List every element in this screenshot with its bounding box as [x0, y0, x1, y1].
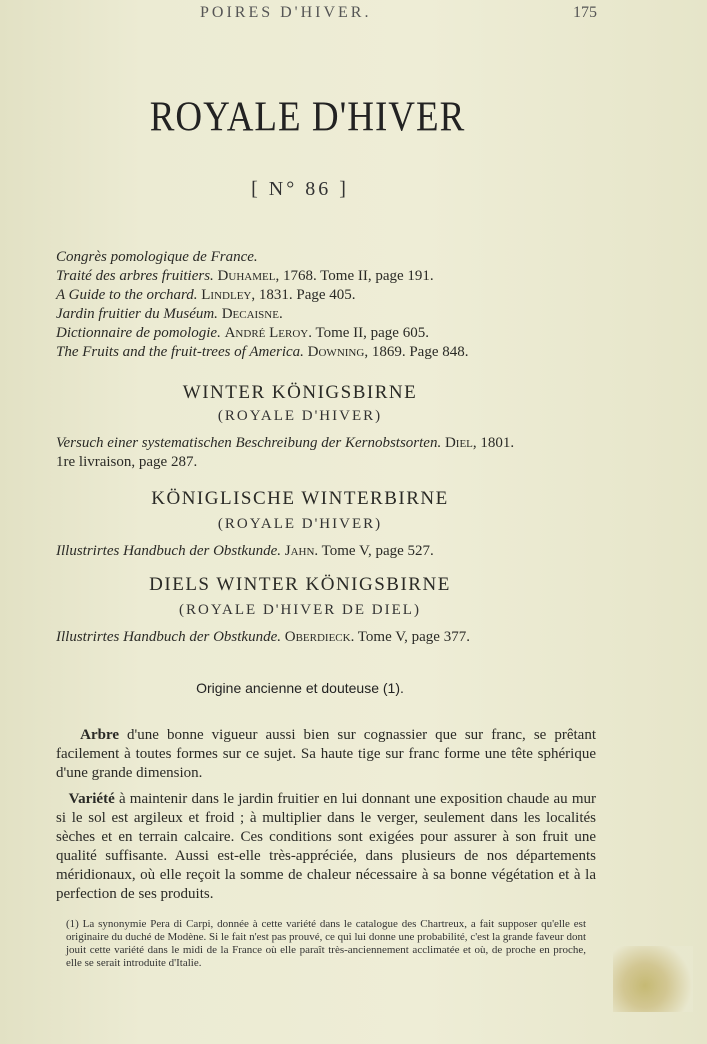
- pear-thumbnail: [613, 946, 693, 1012]
- variety-number: [ N° 86 ]: [251, 178, 349, 200]
- page-number: 175: [573, 4, 597, 21]
- synonym-title: WINTER KÖNIGSBIRNE: [182, 382, 418, 403]
- reference-item: The Fruits and the fruit-trees of America. Downing, 1869. Page 848.: [56, 344, 469, 360]
- tree-paragraph: Arbre d'une bonne vigueur aussi bien sur cognassier que sur franc, se prêtant facilement à toutes formes sur ce sujet. Sa haute tige sur franc forme une tête sphérique d'une grande dimension.: [56, 727, 596, 781]
- reference-item: Jardin fruitier du Muséum. Decaisne.: [56, 306, 283, 322]
- reference-item: Traité des arbres fruitiers. Duhamel, 1768. Tome II, page 191.: [56, 268, 434, 284]
- synonym-reference: Versuch einer systematischen Beschreibung der Kernobstsorten. Diel, 1801. 1re livraison, page 287.: [56, 435, 515, 470]
- synonym-reference: Illustrirtes Handbuch der Obstkunde. Jahn. Tome V, page 527.: [56, 543, 434, 559]
- reference-list: [56, 248, 616, 362]
- reference-item: A Guide to the orchard. Lindley, 1831. Page 405.: [56, 287, 356, 303]
- synonym-subtitle: (ROYALE D'HIVER): [217, 408, 383, 424]
- synonym-subtitle: (ROYALE D'HIVER): [217, 516, 383, 532]
- synonym-title: DIELS WINTER KÖNIGSBIRNE: [149, 574, 451, 595]
- footnote: (1) La synonymie Pera di Carpi, donnée à cette variété dans le catalogue des Chartreux, a fait supposer qu'elle est originaire du duché de Modène. Si le fait n'est pas prouvé, ce qui lui donne une probabilité, c'est la grande faveur dont jouit cette variété dans le midi de la France où elle paraît très-anciennement acclimatée et où, de proche en proche, elle se serait introduite d'Italie.: [66, 918, 586, 969]
- synonym-subtitle: (ROYALE D'HIVER DE DIEL): [179, 602, 421, 618]
- synonym-title: KÖNIGLISCHE WINTERBIRNE: [151, 488, 449, 509]
- reference-item: Congrès pomologique de France.: [56, 249, 258, 265]
- page-title: ROYALE D'HIVER: [149, 93, 466, 142]
- origin-heading: Origine ancienne et douteuse (1).: [196, 680, 404, 696]
- running-head: POIRES D'HIVER.: [200, 4, 372, 21]
- reference-item: Dictionnaire de pomologie. André Leroy. Tome II, page 605.: [56, 325, 429, 341]
- synonym-reference: Illustrirtes Handbuch der Obstkunde. Oberdieck. Tome V, page 377.: [56, 629, 470, 645]
- variety-paragraph: Variété à maintenir dans le jardin fruitier en lui donnant une exposition chaude au mur si le sol est argileux et froid ; à multiplier dans le verger, seulement dans les localités sèches et en terrain calcaire. Ces conditions sont exigées pour assurer à son fruit une qualité suffisante. Aussi est-elle très-appréciée, dans plusieurs de nos départements méridionaux, où elle reçoit la somme de chaleur nécessaire à sa bonne végétation et à la perfection de ses produits.: [56, 791, 597, 902]
